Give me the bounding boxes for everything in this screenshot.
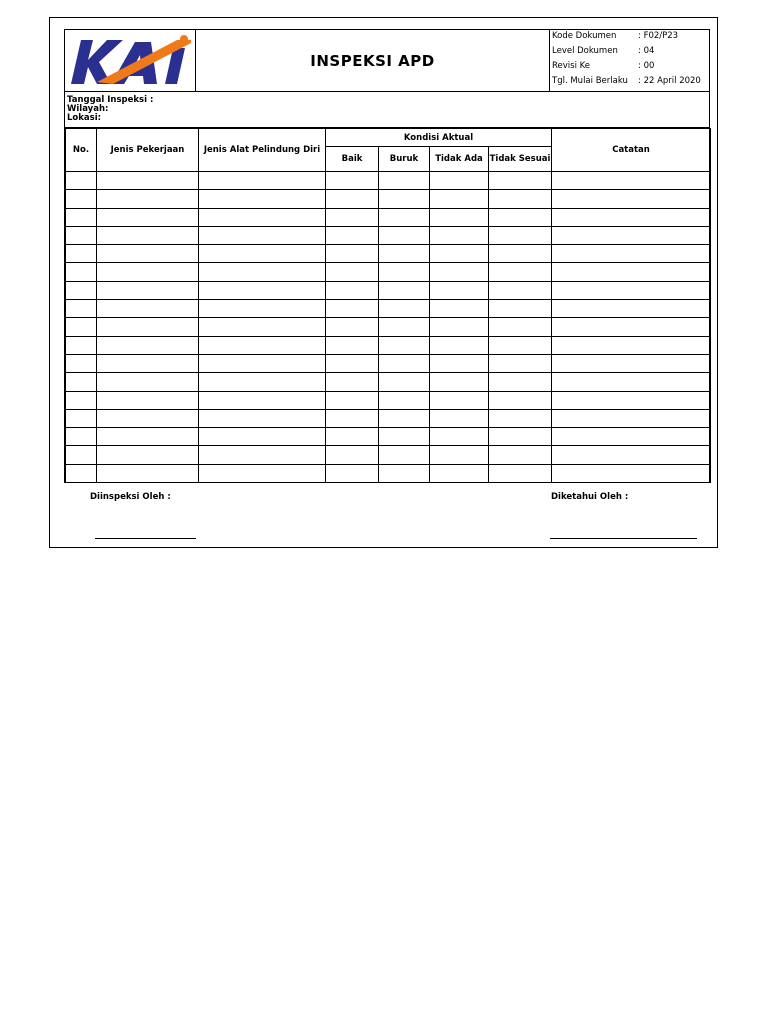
cell-tidak-sesuai[interactable] [489, 300, 552, 318]
cell-baik[interactable] [326, 391, 379, 409]
cell-catatan[interactable] [552, 391, 711, 409]
cell-tidak-sesuai[interactable] [489, 391, 552, 409]
cell-buruk[interactable] [379, 208, 430, 226]
cell-jenis-pekerjaan[interactable] [97, 336, 199, 354]
table-row [66, 464, 711, 482]
cell-jenis-apd[interactable] [199, 354, 326, 372]
cell-tidak-sesuai[interactable] [489, 263, 552, 281]
cell-catatan[interactable] [552, 300, 711, 318]
cell-jenis-pekerjaan[interactable] [97, 318, 199, 336]
cell-jenis-apd[interactable] [199, 409, 326, 427]
cell-catatan[interactable] [552, 409, 711, 427]
inspection-table [65, 128, 711, 483]
cell-tidak-sesuai[interactable] [489, 245, 552, 263]
cell-buruk[interactable] [379, 373, 430, 391]
cell-catatan[interactable] [552, 281, 711, 299]
cell-baik[interactable] [326, 172, 379, 190]
cell-baik[interactable] [326, 245, 379, 263]
cell-buruk[interactable] [379, 172, 430, 190]
cell-catatan[interactable] [552, 446, 711, 464]
cell-no[interactable] [66, 172, 97, 190]
cell-jenis-apd[interactable] [199, 318, 326, 336]
cell-jenis-pekerjaan[interactable] [97, 190, 199, 208]
cell-jenis-apd[interactable] [199, 245, 326, 263]
kai-logo [67, 32, 195, 90]
cell-buruk[interactable] [379, 318, 430, 336]
cell-baik[interactable] [326, 428, 379, 446]
cell-jenis-pekerjaan[interactable] [97, 263, 199, 281]
table-row [66, 409, 711, 427]
cell-catatan[interactable] [552, 226, 711, 244]
meta-label: Revisi Ke [552, 61, 591, 71]
cell-no[interactable] [66, 354, 97, 372]
cell-baik[interactable] [326, 318, 379, 336]
cell-buruk[interactable] [379, 409, 430, 427]
cell-baik[interactable] [326, 373, 379, 391]
cell-no[interactable] [66, 263, 97, 281]
cell-jenis-apd[interactable] [199, 263, 326, 281]
cell-catatan[interactable] [552, 172, 711, 190]
cell-tidak-sesuai[interactable] [489, 409, 552, 427]
cell-buruk[interactable] [379, 263, 430, 281]
cell-buruk[interactable] [379, 245, 430, 263]
lokasi-label: Lokasi: [67, 113, 102, 123]
header-jenis-pekerjaan: Jenis Pekerjaan [97, 129, 199, 172]
cell-catatan[interactable] [552, 190, 711, 208]
meta-label: Level Dokumen [552, 46, 618, 56]
cell-no[interactable] [66, 409, 97, 427]
cell-buruk[interactable] [379, 281, 430, 299]
table-row [66, 446, 711, 464]
table-row [66, 336, 711, 354]
cell-no[interactable] [66, 208, 97, 226]
header-tidak-ada: Tidak Ada [430, 147, 489, 172]
cell-baik[interactable] [326, 446, 379, 464]
cell-no[interactable] [66, 373, 97, 391]
cell-jenis-apd[interactable] [199, 446, 326, 464]
cell-no[interactable] [66, 428, 97, 446]
document-meta [550, 30, 709, 91]
form-title: INSPEKSI APD [310, 51, 435, 70]
cell-tidak-sesuai[interactable] [489, 373, 552, 391]
cell-catatan[interactable] [552, 373, 711, 391]
cell-tidak-ada[interactable] [430, 446, 489, 464]
cell-tidak-sesuai[interactable] [489, 354, 552, 372]
cell-jenis-apd[interactable] [199, 190, 326, 208]
cell-jenis-pekerjaan[interactable] [97, 354, 199, 372]
table-row [66, 172, 711, 190]
cell-baik[interactable] [326, 300, 379, 318]
cell-baik[interactable] [326, 208, 379, 226]
tanggal-inspeksi-label: Tanggal Inspeksi : [67, 95, 154, 105]
cell-jenis-apd[interactable] [199, 373, 326, 391]
cell-tidak-ada[interactable] [430, 300, 489, 318]
cell-baik[interactable] [326, 281, 379, 299]
cell-catatan[interactable] [552, 208, 711, 226]
cell-no[interactable] [66, 336, 97, 354]
cell-tidak-ada[interactable] [430, 318, 489, 336]
cell-tidak-sesuai[interactable] [489, 190, 552, 208]
cell-no[interactable] [66, 446, 97, 464]
cell-jenis-apd[interactable] [199, 226, 326, 244]
cell-buruk[interactable] [379, 190, 430, 208]
cell-buruk[interactable] [379, 446, 430, 464]
cell-no[interactable] [66, 300, 97, 318]
cell-jenis-pekerjaan[interactable] [97, 409, 199, 427]
meta-label: Tgl. Mulai Berlaku [552, 76, 628, 86]
cell-catatan[interactable] [552, 263, 711, 281]
cell-no[interactable] [66, 226, 97, 244]
cell-buruk[interactable] [379, 464, 430, 482]
cell-catatan[interactable] [552, 428, 711, 446]
inspection-info [65, 92, 709, 128]
header-jenis-apd: Jenis Alat Pelindung Diri [199, 129, 326, 172]
cell-jenis-pekerjaan[interactable] [97, 446, 199, 464]
cell-tidak-sesuai[interactable] [489, 318, 552, 336]
table-row [66, 428, 711, 446]
cell-jenis-pekerjaan[interactable] [97, 208, 199, 226]
cell-tidak-ada[interactable] [430, 409, 489, 427]
diketahui-oleh-label: Diketahui Oleh : [551, 492, 629, 502]
cell-tidak-ada[interactable] [430, 354, 489, 372]
cell-jenis-apd[interactable] [199, 300, 326, 318]
meta-value: : F02/P23 [638, 31, 679, 41]
cell-tidak-sesuai[interactable] [489, 464, 552, 482]
cell-tidak-ada[interactable] [430, 373, 489, 391]
cell-jenis-pekerjaan[interactable] [97, 281, 199, 299]
cell-jenis-apd[interactable] [199, 391, 326, 409]
cell-catatan[interactable] [552, 245, 711, 263]
table-row [66, 391, 711, 409]
header-catatan: Catatan [552, 129, 711, 172]
cell-jenis-pekerjaan[interactable] [97, 172, 199, 190]
table-row [66, 245, 711, 263]
cell-tidak-ada[interactable] [430, 245, 489, 263]
table-row [66, 208, 711, 226]
cell-tidak-sesuai[interactable] [489, 281, 552, 299]
title-cell [196, 30, 550, 91]
meta-label: Kode Dokumen [552, 31, 617, 41]
cell-tidak-sesuai[interactable] [489, 336, 552, 354]
cell-baik[interactable] [326, 263, 379, 281]
cell-jenis-pekerjaan[interactable] [97, 464, 199, 482]
cell-no[interactable] [66, 464, 97, 482]
cell-no[interactable] [66, 281, 97, 299]
table-row [66, 300, 711, 318]
cell-tidak-ada[interactable] [430, 263, 489, 281]
header-buruk: Buruk [379, 147, 430, 172]
cell-buruk[interactable] [379, 336, 430, 354]
cell-no[interactable] [66, 190, 97, 208]
cell-buruk[interactable] [379, 300, 430, 318]
diinspeksi-oleh-label: Diinspeksi Oleh : [90, 492, 171, 502]
cell-catatan[interactable] [552, 464, 711, 482]
cell-no[interactable] [66, 318, 97, 336]
wilayah-label: Wilayah: [67, 104, 109, 114]
table-row [66, 226, 711, 244]
cell-buruk[interactable] [379, 428, 430, 446]
meta-value: : 00 [638, 61, 655, 71]
table-row [66, 318, 711, 336]
inspector-signature-line[interactable] [95, 538, 196, 539]
cell-tidak-ada[interactable] [430, 190, 489, 208]
cell-jenis-apd[interactable] [199, 428, 326, 446]
cell-jenis-pekerjaan[interactable] [97, 226, 199, 244]
meta-value: : 04 [638, 46, 655, 56]
inspection-form [64, 29, 710, 483]
cell-tidak-sesuai[interactable] [489, 208, 552, 226]
cell-tidak-ada[interactable] [430, 226, 489, 244]
cell-catatan[interactable] [552, 318, 711, 336]
meta-value: : 22 April 2020 [638, 76, 701, 86]
cell-baik[interactable] [326, 226, 379, 244]
cell-tidak-ada[interactable] [430, 391, 489, 409]
table-row [66, 190, 711, 208]
cell-buruk[interactable] [379, 354, 430, 372]
cell-tidak-ada[interactable] [430, 208, 489, 226]
cell-baik[interactable] [326, 354, 379, 372]
cell-jenis-apd[interactable] [199, 281, 326, 299]
form-header [65, 30, 709, 92]
cell-jenis-apd[interactable] [199, 208, 326, 226]
cell-buruk[interactable] [379, 226, 430, 244]
cell-baik[interactable] [326, 464, 379, 482]
cell-tidak-sesuai[interactable] [489, 172, 552, 190]
table-row [66, 263, 711, 281]
table-row [66, 354, 711, 372]
cell-tidak-sesuai[interactable] [489, 226, 552, 244]
table-body [66, 172, 711, 483]
cell-no[interactable] [66, 245, 97, 263]
cell-tidak-ada[interactable] [430, 336, 489, 354]
cell-buruk[interactable] [379, 391, 430, 409]
cell-tidak-sesuai[interactable] [489, 428, 552, 446]
cell-jenis-apd[interactable] [199, 172, 326, 190]
cell-jenis-apd[interactable] [199, 336, 326, 354]
cell-tidak-ada[interactable] [430, 281, 489, 299]
cell-jenis-pekerjaan[interactable] [97, 245, 199, 263]
cell-catatan[interactable] [552, 354, 711, 372]
cell-tidak-ada[interactable] [430, 464, 489, 482]
cell-jenis-pekerjaan[interactable] [97, 428, 199, 446]
cell-jenis-pekerjaan[interactable] [97, 391, 199, 409]
header-tidak-sesuai: Tidak Sesuai [489, 147, 552, 172]
header-baik: Baik [326, 147, 379, 172]
cell-tidak-ada[interactable] [430, 172, 489, 190]
cell-no[interactable] [66, 391, 97, 409]
cell-catatan[interactable] [552, 336, 711, 354]
cell-jenis-pekerjaan[interactable] [97, 373, 199, 391]
cell-baik[interactable] [326, 190, 379, 208]
page-frame [49, 17, 718, 548]
table-row [66, 281, 711, 299]
logo-cell [65, 30, 196, 91]
header-kondisi-aktual: Kondisi Aktual [326, 129, 552, 147]
cell-tidak-ada[interactable] [430, 428, 489, 446]
cell-jenis-pekerjaan[interactable] [97, 300, 199, 318]
cell-baik[interactable] [326, 336, 379, 354]
acknowledger-signature-line[interactable] [550, 538, 697, 539]
cell-tidak-sesuai[interactable] [489, 446, 552, 464]
table-row [66, 373, 711, 391]
header-no: No. [66, 129, 97, 172]
cell-jenis-apd[interactable] [199, 464, 326, 482]
cell-baik[interactable] [326, 409, 379, 427]
